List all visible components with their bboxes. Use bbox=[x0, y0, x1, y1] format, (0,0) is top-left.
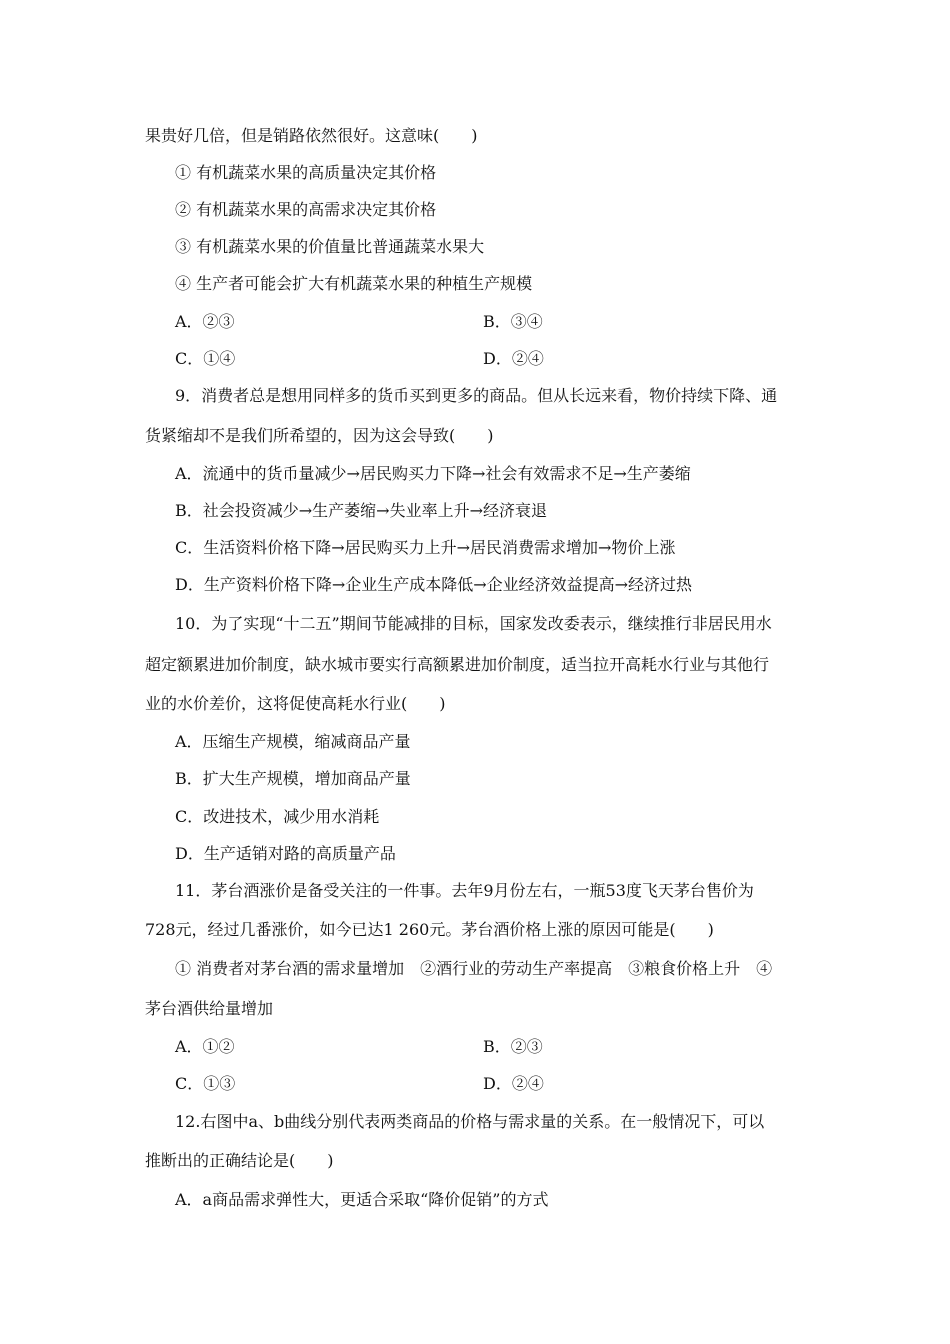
q9-stem-line-1: 9．消费者总是想用同样多的货币买到更多的商品。但从长远来看，物价持续下降、通 bbox=[175, 386, 778, 405]
q10-stem-line-3: 业的水价差价，这将促使高耗水行业( ) bbox=[145, 694, 446, 713]
q10-option-a: A．压缩生产规模，缩减商品产量 bbox=[175, 732, 411, 751]
q11-option-b: B．②③ bbox=[483, 1037, 543, 1056]
q10-option-b: B．扩大生产规模，增加商品产量 bbox=[175, 769, 411, 788]
q8-statement-1: ① 有机蔬菜水果的高质量决定其价格 bbox=[175, 163, 437, 182]
q8-statement-3: ③ 有机蔬菜水果的价值量比普通蔬菜水果大 bbox=[175, 237, 485, 256]
q10-option-c: C．改进技术，减少用水消耗 bbox=[175, 807, 380, 826]
q12-stem-line-2: 推断出的正确结论是( ) bbox=[145, 1151, 334, 1170]
q9-option-b: B．社会投资减少→生产萎缩→失业率上升→经济衰退 bbox=[175, 501, 547, 520]
q8-option-a: A．②③ bbox=[175, 312, 235, 331]
q9-stem-line-2: 货紧缩却不是我们所希望的，因为这会导致( ) bbox=[145, 426, 494, 445]
q11-stem-line-2: 728元，经过几番涨价，如今已达1 260元。茅台酒价格上涨的原因可能是( ) bbox=[145, 920, 714, 939]
q11-option-a: A．①② bbox=[175, 1037, 235, 1056]
q8-option-c: C．①④ bbox=[175, 349, 236, 368]
q10-stem-line-2: 超定额累进加价制度，缺水城市要实行高额累进加价制度，适当拉开高耗水行业与其他行 bbox=[145, 655, 770, 674]
q8-statement-2: ② 有机蔬菜水果的高需求决定其价格 bbox=[175, 200, 437, 219]
q11-option-d: D．②④ bbox=[483, 1074, 544, 1093]
q8-option-b: B．③④ bbox=[483, 312, 543, 331]
q8-option-d: D．②④ bbox=[483, 349, 544, 368]
q10-option-d: D．生产适销对路的高质量产品 bbox=[175, 844, 396, 863]
q8-stem-continuation: 果贵好几倍，但是销路依然很好。这意味( ) bbox=[145, 126, 478, 145]
q11-statements-line-1: ① 消费者对茅台酒的需求量增加 ②酒行业的劳动生产率提高 ③粮食价格上升 ④ bbox=[175, 959, 773, 978]
q11-option-c: C．①③ bbox=[175, 1074, 236, 1093]
q12-stem-line-1: 12.右图中a、b曲线分别代表两类商品的价格与需求量的关系。在一般情况下，可以 bbox=[175, 1112, 765, 1131]
q11-statements-line-2: 茅台酒供给量增加 bbox=[145, 999, 274, 1018]
q11-stem-line-1: 11．茅台酒涨价是备受关注的一件事。去年9月份左右，一瓶53度飞天茅台售价为 bbox=[175, 881, 754, 900]
q8-statement-4: ④ 生产者可能会扩大有机蔬菜水果的种植生产规模 bbox=[175, 274, 533, 293]
q10-stem-line-1: 10．为了实现“十二五”期间节能减排的目标，国家发改委表示，继续推行非居民用水 bbox=[175, 614, 772, 633]
q9-option-d: D．生产资料价格下降→企业生产成本降低→企业经济效益提高→经济过热 bbox=[175, 575, 693, 594]
q12-option-a: A．a商品需求弹性大，更适合采取“降价促销”的方式 bbox=[175, 1190, 549, 1209]
q9-option-a: A．流通中的货币量减少→居民购买力下降→社会有效需求不足→生产萎缩 bbox=[175, 464, 691, 483]
q9-option-c: C．生活资料价格下降→居民购买力上升→居民消费需求增加→物价上涨 bbox=[175, 538, 676, 557]
